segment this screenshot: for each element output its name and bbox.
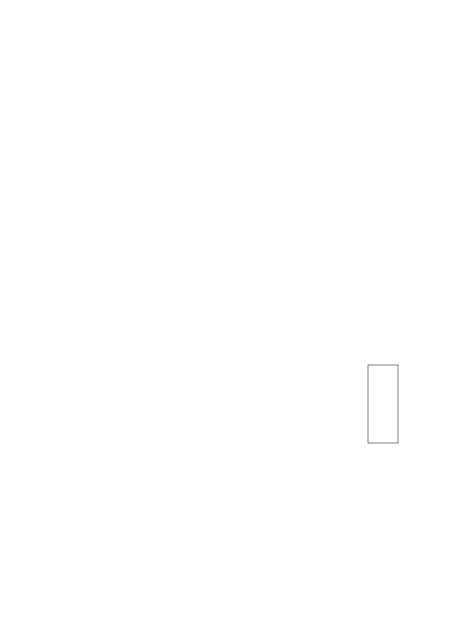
legend-box <box>368 365 398 443</box>
legend <box>368 365 398 443</box>
